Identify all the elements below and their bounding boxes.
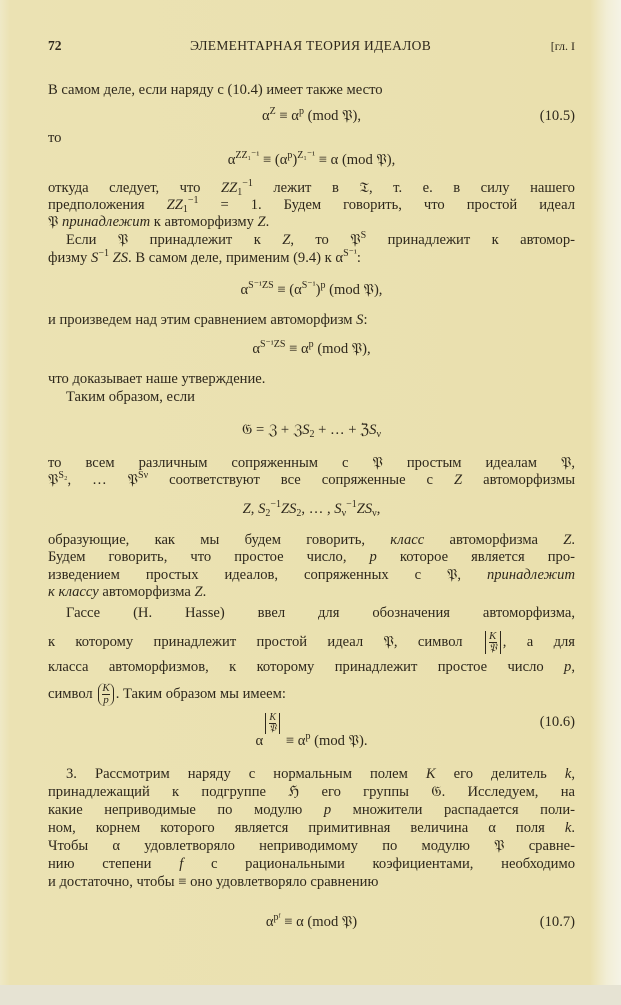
italic-math: k (564, 820, 572, 836)
text-run: . (265, 214, 270, 230)
fraction-denominator: 𝔓 (269, 723, 277, 734)
text-run: . Таким образом мы имеем: (115, 685, 286, 702)
superscript: −1 (242, 178, 253, 189)
text-line (48, 129, 575, 147)
text-run: изведением простых идеалов, сопряженных с 𝔓, (48, 567, 487, 583)
text-run: (mod 𝔓), (303, 108, 361, 124)
text-run: 𝔓 (48, 214, 63, 230)
text-run: принадлежащий к подгруппе ℌ его группы 𝔊. Исследуем, на (48, 784, 575, 800)
fraction-numerator: K (269, 712, 277, 723)
text-line (48, 783, 575, 801)
text-line (48, 819, 575, 837)
superscript: p (298, 106, 304, 117)
text-run: символ (48, 685, 97, 702)
fraction-denominator: p (103, 694, 109, 706)
text-run: к автоморфизму (150, 214, 258, 230)
fraction-numerator: K (102, 682, 110, 694)
text-line (48, 471, 575, 489)
italic-math: S (334, 501, 342, 517)
equation (48, 151, 575, 169)
text-run: то (48, 130, 62, 146)
italic-math: S (369, 422, 377, 438)
text-run: = 1. Будем говорить, что простой идеал (198, 197, 576, 213)
equation (48, 107, 575, 125)
text-run: и достаточно, чтобы ≡ оно удовлетворяло сравнению (48, 874, 379, 890)
subscript: ν (372, 508, 377, 519)
text-run: α (262, 108, 270, 124)
subscript: 2 (296, 508, 302, 519)
italic-math: Z (242, 501, 251, 517)
page-bottom-edge (0, 985, 621, 1005)
text-line (48, 683, 575, 706)
text-line (48, 631, 575, 654)
text-run: В самом деле, если наряду с (10.4) имеет также место (48, 82, 383, 98)
italic-math: S (258, 501, 266, 517)
text-run: . (202, 584, 207, 600)
superscript: −1 (187, 195, 199, 206)
text-run: α (240, 282, 249, 298)
italic-math: принадлежит (486, 567, 575, 583)
italic-math: ZS (112, 250, 129, 266)
text-line (48, 454, 575, 472)
text-line (48, 566, 575, 584)
text-run: ном, корнем которого является примитивная величина α поля (48, 820, 565, 836)
italic-math: принадлежит (62, 214, 151, 230)
superscript: p (308, 339, 314, 350)
text-run: принадлежит к автомор- (366, 232, 575, 248)
text-run: , (571, 659, 575, 675)
text-line (48, 658, 575, 676)
text-run: α (227, 152, 236, 168)
superscript: p (287, 150, 293, 161)
superscript: S⁻¹ (343, 248, 357, 259)
text-run: откуда следует, что (48, 180, 221, 196)
italic-math: p (369, 549, 377, 565)
text-line (48, 855, 575, 873)
text-run: α (252, 341, 260, 357)
text-run: с рациональными коэфициентами, необходимо (183, 856, 576, 872)
italic-math: к классу (48, 584, 99, 600)
text-run: (mod 𝔓), (313, 341, 371, 357)
symbol-fraction (265, 713, 280, 734)
text-line (48, 81, 575, 99)
equation (48, 340, 575, 358)
text-run: ≡ α (275, 108, 299, 124)
equation (48, 500, 575, 518)
symbol-fraction (485, 631, 501, 654)
subscript: 1 (182, 204, 188, 215)
superscript: S (360, 230, 367, 241)
text-run: множители распадается поли- (331, 802, 575, 818)
text-run: ≡ α (285, 341, 309, 357)
text-run: то всем различным сопряженным с 𝔓 простым идеалам 𝔓, (48, 455, 575, 471)
text-line (48, 531, 575, 549)
text-run: , … , (301, 501, 335, 517)
text-run: . В самом деле, применим (9.4) к α (128, 250, 344, 266)
text-run: , … 𝔓 (67, 472, 139, 488)
text-line (66, 765, 575, 783)
text-line (48, 548, 575, 566)
superscript: p (320, 280, 326, 291)
text-run: . (571, 820, 575, 836)
text-run: : (356, 250, 361, 266)
italic-math: p (323, 802, 332, 818)
text-run: α (265, 914, 274, 930)
italic-math: K (425, 766, 436, 782)
subscript: 2 (309, 429, 315, 440)
text-run: к которому принадлежит простой идеал 𝔓, символ (48, 633, 483, 650)
text-run: класса автоморфизмов, к которому принадлежит простое число (48, 659, 565, 675)
text-run: ≡ (α (259, 152, 288, 168)
text-run: лежит в 𝔗, т. е. в силу нашего (252, 180, 575, 196)
text-run: образующие, как мы будем говорить, (48, 532, 391, 548)
superscript: −1 (98, 248, 109, 259)
superscript: S₂ (58, 470, 68, 481)
italic-math: Z (454, 472, 463, 488)
text-run: . (571, 532, 575, 548)
text-run: ≡ α (282, 733, 306, 749)
equation (48, 713, 575, 750)
italic-math: ZS (281, 501, 297, 517)
text-run: автоморфизмы (462, 472, 575, 488)
text-line (48, 873, 575, 891)
italic-math: k (564, 766, 572, 782)
subscript: ν (376, 429, 381, 440)
text-run: ) (315, 282, 321, 298)
text-run: 3. Рассмотрим наряду с нормальным полем (66, 766, 426, 782)
superscript: p (305, 731, 311, 742)
text-line (48, 583, 575, 601)
fraction-numerator: K (488, 630, 497, 642)
equation (48, 421, 575, 439)
superscript: S⁻¹ZS (248, 280, 274, 291)
fraction-denominator: 𝔓 (488, 642, 497, 654)
text-line (48, 370, 575, 388)
text-run: физму (48, 250, 92, 266)
text-run: Таким образом, если (66, 389, 195, 405)
text-run: , то 𝔓 (290, 232, 361, 248)
equation-number: (10.5) (539, 108, 575, 124)
page-number: 72 (48, 38, 62, 53)
text-run: ) (292, 152, 298, 168)
text-run: , (571, 766, 575, 782)
equation-number: (10.6) (539, 714, 575, 730)
text-run: : (363, 312, 368, 328)
superscript: Sν (138, 470, 149, 481)
running-title: ЭЛЕМЕНТАРНАЯ ТЕОРИЯ ИДЕАЛОВ (189, 38, 431, 53)
text-line (48, 249, 575, 267)
superscript: S⁻¹ (301, 280, 316, 291)
text-run: + … + ℨ (314, 422, 370, 438)
text-line (66, 604, 575, 622)
text-line (48, 196, 575, 214)
superscript: ZZ₁⁻¹ (235, 150, 260, 161)
text-run: , (376, 501, 381, 517)
text-line (66, 231, 575, 249)
text-run: ≡ α (mod 𝔓) (280, 914, 358, 930)
equation (48, 281, 575, 299)
superscript: pᶠ (273, 912, 281, 923)
text-run: соответствуют все сопряженные с (148, 472, 454, 488)
text-line (66, 388, 575, 406)
text-run: , а для (502, 633, 575, 650)
text-line (48, 179, 575, 197)
text-run: предположения (48, 197, 167, 213)
chapter-label: [гл. I (550, 39, 575, 53)
text-line (48, 311, 575, 329)
text-run: , (250, 501, 259, 517)
subscript: ν (341, 508, 347, 519)
text-run: Будем говорить, что простое число, (48, 549, 370, 565)
italic-math: Z (282, 232, 291, 248)
text-run: какие неприводимые по модулю (48, 802, 324, 818)
text-run: 𝔓 (48, 472, 59, 488)
text-run: α (255, 733, 264, 749)
text-run: нию степени (48, 856, 180, 872)
italic-math: ZZ (166, 197, 183, 213)
subscript: 2 (265, 508, 271, 519)
text-run: Чтобы α удовлетворяло неприводимому по модулю 𝔓 сравне- (48, 838, 575, 854)
text-run: Гассе (H. Hasse) ввел для обозначения автоморфизма, (66, 605, 575, 621)
italic-math: Z (194, 584, 203, 600)
text-run: и произведем над этим сравнением автоморфизм (48, 312, 357, 328)
superscript: S⁻¹ZS (259, 339, 286, 350)
italic-math: S (302, 422, 310, 438)
italic-math: Z (257, 214, 266, 230)
text-run: автоморфизма (424, 532, 564, 548)
text-run: его делитель (435, 766, 565, 782)
equation-number: (10.7) (539, 914, 575, 930)
italic-math: ZS (356, 501, 373, 517)
text-run: автоморфизма (98, 584, 195, 600)
italic-math: Z (563, 532, 572, 548)
symbol-fraction (98, 683, 113, 706)
italic-math: S (356, 312, 364, 328)
italic-math: ZZ (221, 180, 238, 196)
italic-math: f (179, 856, 184, 872)
superscript: −1 (346, 499, 357, 510)
italic-math: S (91, 250, 99, 266)
text-run: ≡ (α (273, 282, 302, 298)
italic-math: p (564, 659, 572, 675)
equation (48, 913, 575, 931)
text-run: Если 𝔓 принадлежит к (66, 232, 283, 248)
italic-math: класс (390, 532, 425, 548)
text-run: которое является про- (376, 549, 575, 565)
text-run: ≡ α (mod 𝔓), (315, 152, 396, 168)
superscript: Z₁⁻¹ (297, 150, 316, 161)
text-run: 𝔊 = ℨ + ℨ (242, 422, 303, 438)
text-run: (mod 𝔓), (325, 282, 383, 298)
text-line (48, 837, 575, 855)
text-line (48, 213, 575, 231)
text-line (48, 801, 575, 819)
text-run: что доказывает наше утверждение. (48, 371, 266, 387)
subscript: 1 (237, 187, 243, 198)
superscript: −1 (270, 499, 281, 510)
text-run: (mod 𝔓). (310, 733, 368, 749)
superscript: Z (269, 106, 276, 117)
